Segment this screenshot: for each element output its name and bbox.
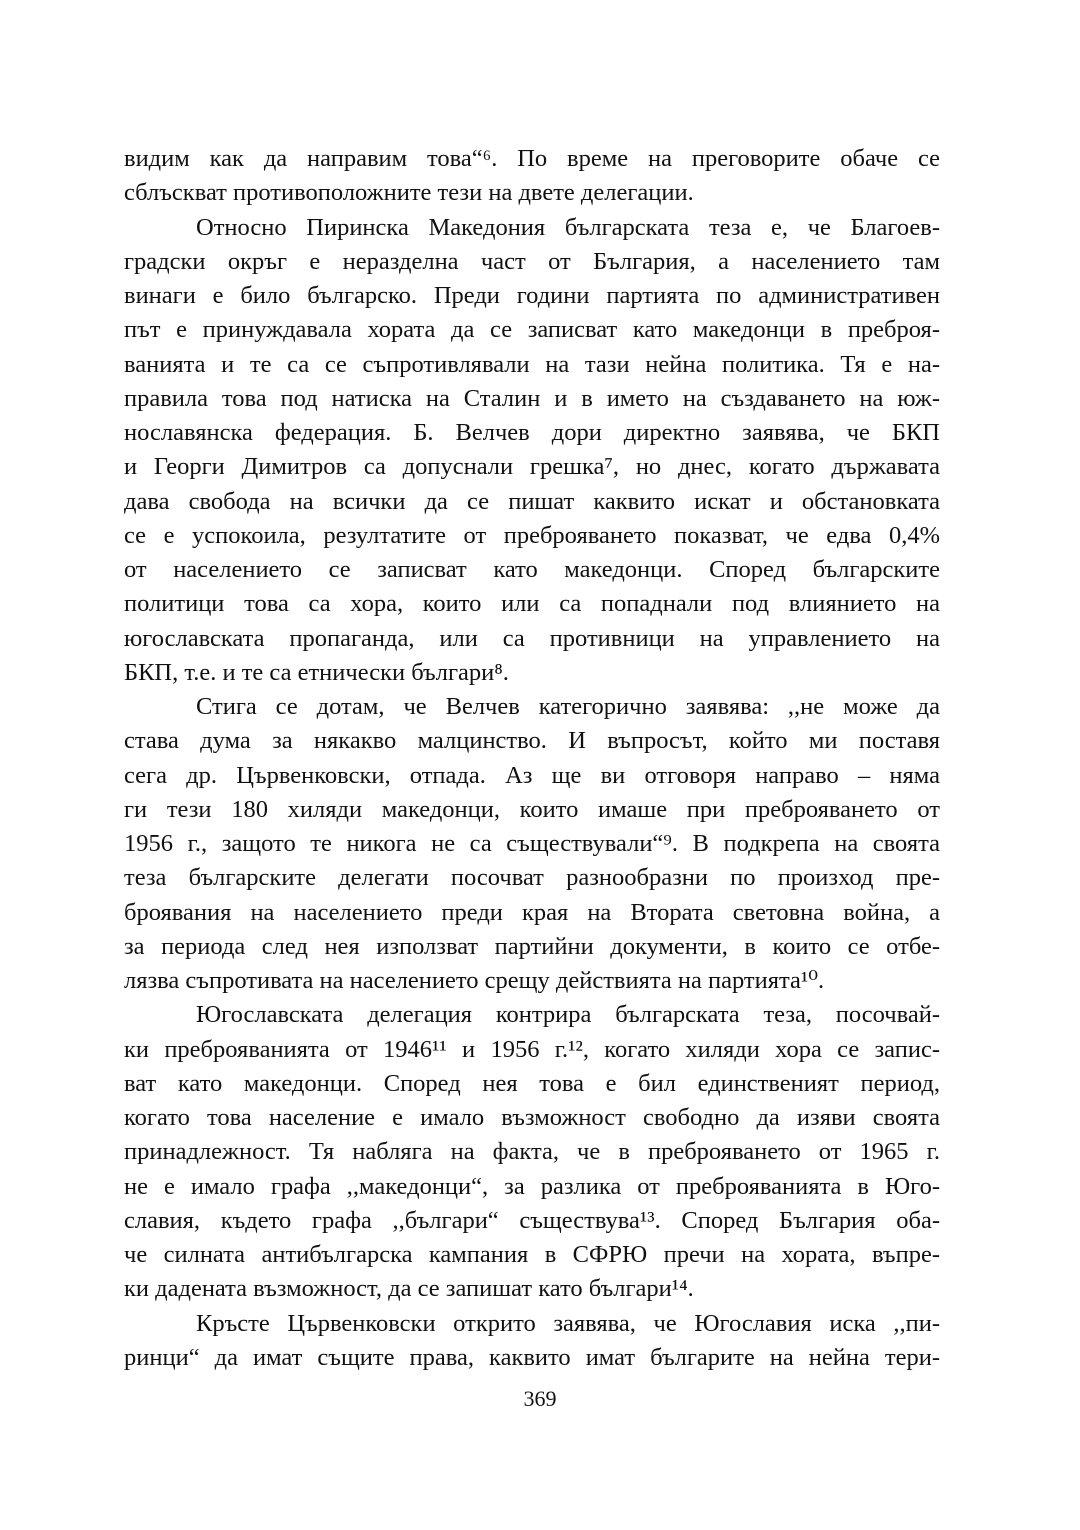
text-line: за периода след нея използват партийни документи, в които се отбе- bbox=[124, 932, 940, 960]
text-line: ги тези 180 хиляди македонци, които имаше при преброяването от bbox=[124, 795, 940, 823]
text-line: и Георги Димитров са допуснали грешка⁷, но днес, когато държавата bbox=[124, 453, 940, 481]
text-line: броявания на населението преди края на Втората световна война, а bbox=[124, 898, 940, 926]
text-line: дава свобода на всички да се пишат каквито искат и обстановката bbox=[124, 487, 940, 515]
text-line: че силната антибългарска кампания в СФРЮ пречи на хората, въпре- bbox=[124, 1241, 940, 1268]
text-line: нославянска федерация. Б. Велчев дори директно заявява, че БКП bbox=[124, 419, 940, 446]
text-line: Стига се дотам, че Велчев категорично заявява: ,,не може да bbox=[196, 693, 940, 720]
text-line: БКП, т.е. и те са етнически българи⁸. bbox=[124, 658, 509, 686]
text-line: път е принуждавала хората да се записват като македонци в преброя- bbox=[124, 316, 940, 344]
text-line: се е успокоила, резултатите от преброяването показват, че едва 0,4% bbox=[124, 521, 940, 549]
text-line: от населението се записват като македонци. Според българските bbox=[124, 556, 940, 583]
text-line: сблъскват противоположните тези на двете делегации. bbox=[124, 179, 694, 207]
text-line: лязва съпротивата на населението срещу действията на партията¹⁰. bbox=[124, 967, 825, 994]
text-line: сега др. Цървенковски, отпада. Аз ще ви отговоря направо – няма bbox=[124, 761, 940, 789]
text-line: ки дадената възможност, да се запишат като българи¹⁴. bbox=[124, 1275, 694, 1303]
text-line: правила това под натиска на Сталин и в името на създаването на юж- bbox=[124, 384, 940, 412]
text-line: 1956 г., защото те никога не са съществували“⁹. В подкрепа на своята bbox=[124, 830, 940, 857]
text-line: Югославската делегация контрира българската теза, посочвай- bbox=[196, 1001, 940, 1029]
text-line: ки преброяванията от 1946¹¹ и 1956 г.¹², когато хиляди хора се запис- bbox=[124, 1035, 940, 1063]
text-line: Кръсте Цървенковски открито заявява, че Югославия иска ,,пи- bbox=[196, 1309, 940, 1337]
text-line: политици това са хора, които или са попаднали под влиянието на bbox=[124, 590, 940, 618]
text-line: винаги е било българско. Преди години партията по административен bbox=[124, 282, 940, 309]
text-line: югославската пропаганда, или са противници на управлението на bbox=[124, 624, 940, 652]
text-line: става дума за някакво малцинство. И въпросът, който ми поставя bbox=[124, 727, 940, 755]
text-line: когато това население е имало възможност свободно да изяви своята bbox=[124, 1104, 940, 1131]
text-line: ванията и те са се съпротивлявали на тази нейна политика. Тя е на- bbox=[124, 350, 940, 378]
page-number: 369 bbox=[523, 1386, 557, 1411]
text-line: градски окръг е неразделна част от България, а населението там bbox=[124, 247, 940, 275]
text-line: принадлежност. Тя набляга на факта, че в преброяването от 1965 г. bbox=[124, 1138, 940, 1166]
text-line: ват като македонци. Според нея това е бил единственият период, bbox=[124, 1069, 940, 1097]
text-line: Относно Пиринска Македония българската теза е, че Благоев- bbox=[196, 213, 940, 241]
text-line: видим как да направим това“⁶. По време на преговорите обаче се bbox=[124, 145, 940, 172]
body-text bbox=[124, 142, 940, 1375]
text-line: не е имало графа ,,македонци“, за разлика от преброяванията в Юго- bbox=[124, 1172, 940, 1200]
text-line: ринци“ да имат същите права, каквито имат българите на нейна тери- bbox=[124, 1343, 940, 1371]
text-line: теза българските делегати посочват разнообразни по произход пре- bbox=[124, 864, 940, 892]
text-line: славия, където графа ,,българи“ съществува¹³. Според България оба- bbox=[124, 1206, 940, 1234]
